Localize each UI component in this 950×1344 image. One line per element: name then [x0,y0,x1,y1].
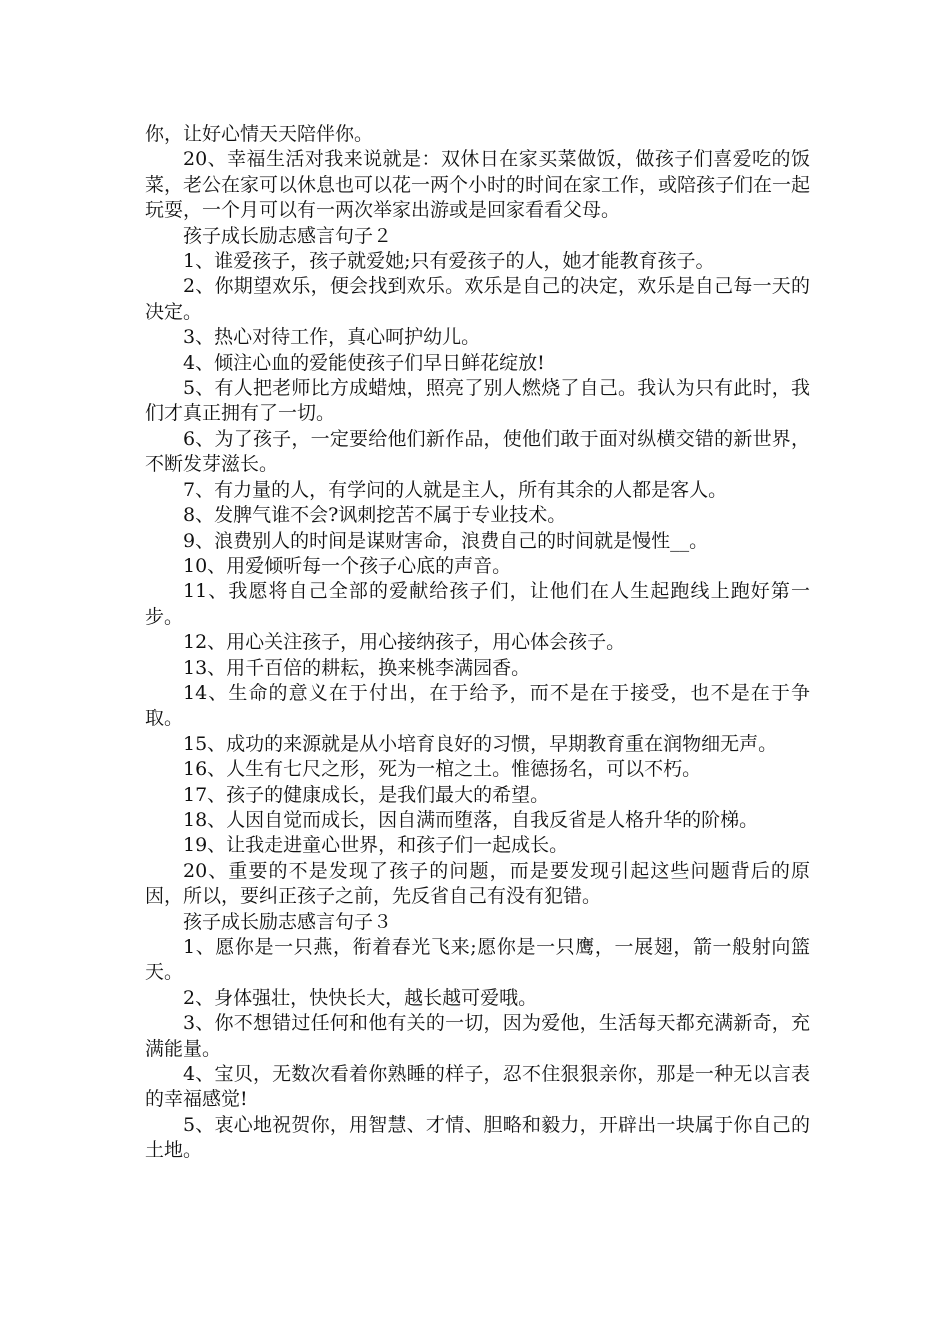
paragraph: 10、用爱倾听每一个孩子心底的声音。 [183,554,512,577]
paragraph: 14、生命的意义在于付出，在于给予，而不是在于接受，也不是在于争取。 [145,681,810,730]
paragraph: 12、用心关注孩子，用心接纳孩子，用心体会孩子。 [183,631,626,654]
paragraph: 18、人因自觉而成长，因自满而堕落，自我反省是人格升华的阶梯。 [183,808,759,831]
paragraph: 4、宝贝，无数次看着你熟睡的样子，忍不住狠狠亲你，那是一种无以言表的幸福感觉! [145,1063,810,1111]
paragraph: 你，让好心情天天陪伴你。 [145,123,374,145]
paragraph: 11、我愿将自己全部的爱献给孩子们，让他们在人生起跑线上跑好第一步。 [145,580,810,628]
paragraph: 3、热心对待工作，真心呵护幼儿。 [183,326,481,349]
section-heading: 孩子成长励志感言句子３ [183,910,393,933]
document-page [145,122,810,1164]
paragraph: 1、谁爱孩子，孩子就爱她;只有爱孩子的人，她才能教育孩子。 [183,250,715,273]
paragraph: 20、幸福生活对我来说就是：双休日在家买菜做饭，做孩子们喜爱吃的饭菜，老公在家可以休息也可以花一两个小时的时间在家工作，或陪孩子们在一起玩耍，一个月可以有一两次举家出游或是回家看看父母。 [145,148,811,222]
paragraph: 2、你期望欢乐，便会找到欢乐。欢乐是自己的决定，欢乐是自己每一天的决定。 [145,275,810,323]
paragraph: 19、让我走进童心世界，和孩子们一起成长。 [183,834,569,857]
paragraph: 2、身体强壮，快快长大，越长越可爱哦。 [183,986,538,1009]
paragraph: 5、有人把老师比方成蜡烛，照亮了别人燃烧了自己。我认为只有此时，我们才真正拥有了一切。 [145,377,810,425]
paragraph: 8、发脾气谁不会?讽刺挖苦不属于专业技术。 [183,504,567,527]
paragraph: 16、人生有七尺之形，死为一棺之土。惟德扬名，可以不朽。 [183,758,702,781]
paragraph: 4、倾注心血的爱能使孩子们早日鲜花绽放! [183,351,545,374]
paragraph: 6、为了孩子，一定要给他们新作品，使他们敢于面对纵横交错的新世界，不断发芽滋长。 [145,427,810,476]
paragraph: 5、衷心地祝贺你，用智慧、才情、胆略和毅力，开辟出一块属于你自己的土地。 [145,1113,810,1162]
paragraph: 1、愿你是一只燕，衔着春光飞来;愿你是一只鹰，一展翅，箭一般射向篮天。 [145,936,810,984]
paragraph: 20、重要的不是发现了孩子的问题，而是要发现引起这些问题背后的原因，所以，要纠正孩子之前，先反省自己有没有犯错。 [145,859,810,908]
paragraph: 17、孩子的健康成长，是我们最大的希望。 [183,783,550,806]
paragraph: 15、成功的来源就是从小培育良好的习惯，早期教育重在润物细无声。 [183,732,778,755]
paragraph: 7、有力量的人，有学问的人就是主人，所有其余的人都是客人。 [183,478,728,501]
section-heading: 孩子成长励志感言句子２ [183,224,393,247]
paragraph: 13、用千百倍的耕耘，换来桃李满园香。 [183,656,531,679]
paragraph: 3、你不想错过任何和他有关的一切，因为爱他，生活每天都充满新奇，充满能量。 [145,1012,810,1060]
paragraph: 9、浪费别人的时间是谋财害命，浪费自己的时间就是慢性__。 [183,529,709,552]
